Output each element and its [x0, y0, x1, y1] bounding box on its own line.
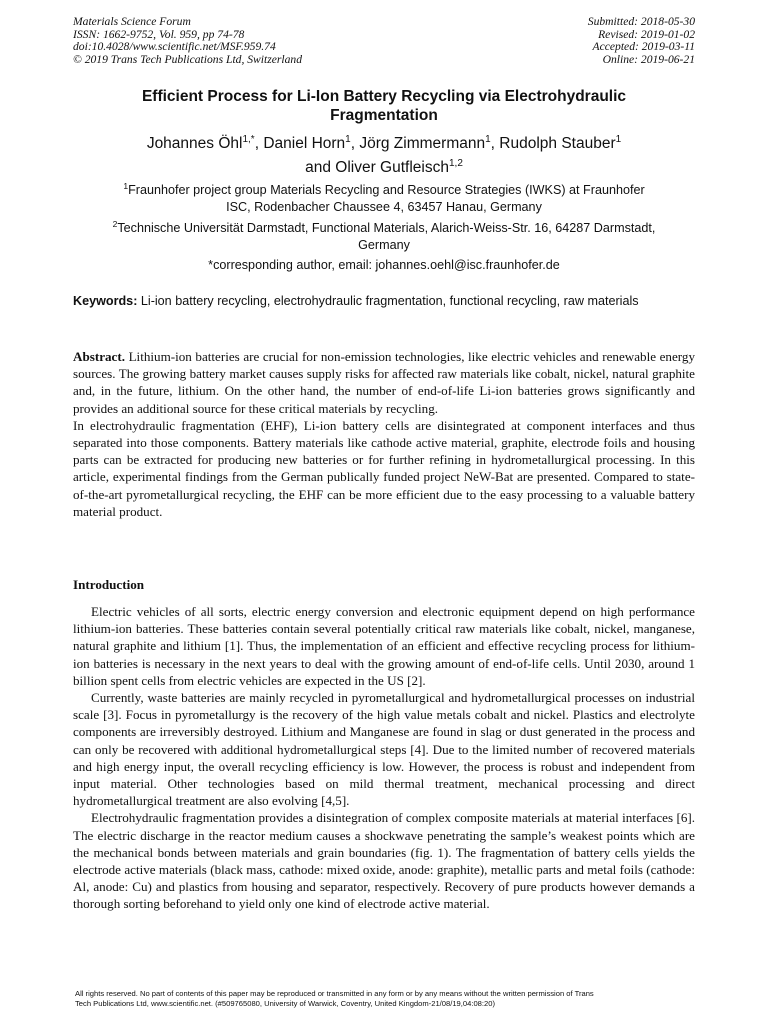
section-heading: Introduction [73, 577, 145, 592]
keywords [73, 293, 695, 310]
doi: doi:10.4028/www.scientific.net/MSF.959.74 [73, 40, 276, 54]
author-affil-mark: 1 [615, 134, 622, 145]
abstract-paragraph: Lithium-ion batteries are crucial for non-emission technologies, like electric vehicles and renewable energy sources. The growing battery market causes supply risks for affected raw materials like cobalt, nickel, natural graphite and, in the future, lithium. On the other hand, the number of end-of-life Li-ion batteries grows significantly and provides an additional source for these critical materials by recycling. [73, 349, 695, 416]
title-line-2: Fragmentation [330, 107, 438, 124]
copyright: © 2019 Trans Tech Publications Ltd, Switzerland [73, 52, 303, 66]
online-date: Online: 2019-06-21 [602, 52, 695, 66]
author-list [72, 130, 696, 178]
journal-header [73, 16, 695, 66]
abstract [73, 348, 695, 520]
affil-text: Fraunhofer project group Materials Recycling and Resource Strategies (IWKS) at Fraunhofer [128, 183, 645, 198]
author-name: Johannes Öhl [146, 135, 243, 153]
keywords-text: Li-ion battery recycling, electrohydraulic fragmentation, functional recycling, raw materials [137, 294, 639, 308]
footer-line: Tech Publications Ltd, www.scientific.net. (#509765080, University of Warwick, Coventry, United Kingdom-21/08/19,04:08:20) [75, 998, 495, 1008]
author-name: , Jörg Zimmermann [350, 135, 486, 153]
affiliation-1 [90, 178, 678, 216]
affil-text: Technische Universität Darmstadt, Functional Materials, Alarich-Weiss-Str. 16, 64287 Darmstadt, [117, 221, 656, 236]
submitted-date: Submitted: 2018-05-30 [587, 15, 695, 28]
affil-number: 2 [112, 219, 118, 229]
abstract-label: Abstract. [73, 349, 125, 364]
paper-title [72, 87, 696, 125]
keywords-label: Keywords: [73, 294, 138, 308]
journal-name: Materials Science Forum [73, 15, 191, 28]
copyright-footer [75, 989, 695, 1008]
author-name: , Daniel Horn [254, 135, 346, 153]
body-paragraph: Electric vehicles of all sorts, electric energy conversion and electronic equipment depend on high performance lithium-ion batteries. These batteries contain several potentially critical raw materials like cobalt, nickel, manganese, natural graphite and lithium [1]. Thus, the implementation of an efficient and effective recycling process for lithium-ion batteries is necessary in the next years to deal with the growing amount of end-of-life cells. Until 2030, around 1 billion spent cells from electric vehicles are expected in the US [2]. [73, 604, 695, 688]
abstract-paragraph: In electrohydraulic fragmentation (EHF), Li-ion battery cells are disintegrated at component interfaces and thus separated into those components. Battery materials like cathode active material, graphite, electrode foils and housing parts can be extracted for producing new batteries or for further refining in hydrometallurgical processing. In this article, experimental findings from the German publically funded project NeW-Bat are presented. Compared to state-of-the-art pyrometallurgical recycling, the EHF can be more efficient due to the easy processing to a valuable battery material product. [73, 417, 695, 519]
title-line-1: Efficient Process for Li-Ion Battery Recycling via Electrohydraulic [141, 88, 627, 105]
author-affil-mark: 1,* [242, 134, 255, 145]
author-affil-mark: 1,2 [448, 158, 463, 170]
accepted-date: Accepted: 2019-03-11 [592, 40, 695, 54]
author-affil-mark: 1 [345, 134, 351, 145]
author-name: and Oliver Gutfleisch [305, 159, 449, 177]
affiliation-2 [90, 216, 678, 254]
author-affil-mark: 1 [485, 134, 491, 145]
body-paragraph: Electrohydraulic fragmentation provides a disintegration of complex composite materials at material interfaces [6]. The electric discharge in the reactor medium causes a shockwave penetrating the sample’s weakest points which are the mechanical bonds between materials and grain boundaries (fig. 1). The fragmentation of battery cells yields the electrode active materials (black mass, cathode: mixed oxide, anode: graphite), metallic parts and metal foils (cathode: Al, anode: Cu) and plastics from housing and separator, respectively. Recovery of pure products however demands a thorough sorting beforehand to yield only one kind of electrode active material. [73, 810, 695, 912]
affil-text: Germany [358, 238, 410, 253]
introduction-section [73, 603, 695, 913]
footer-line: All rights reserved. No part of contents of this paper may be reproduced or transmitted in any form or by any means without the written permission of Trans [75, 989, 594, 998]
corresponding-author: *corresponding author, email: johannes.oehl@isc.fraunhofer.de [208, 258, 560, 272]
body-paragraph: Currently, waste batteries are mainly recycled in pyrometallurgical and hydrometallurgical processes on industrial scale [3]. Focus in pyrometallurgy is the recovery of the high value metals cobalt and nickel. Plastics and electrolyte components are irreversibly destroyed. Lithium and Manganese are found in slag or dust generated in the process and can only be recovered with additional hydrometallurgical steps [4]. Due to the limited number of recovered materials and high energy input, the overall recycling efficiency is low. However, the process is robust and independent from input material. Other technologies based on mild thermal treatment, mechanical processing and direct hydrometallurgical treatment are also evolving [4,5]. [73, 690, 695, 809]
affil-number: 1 [123, 181, 129, 191]
author-name: , Rudolph Stauber [490, 135, 616, 153]
affil-text: ISC, Rodenbacher Chaussee 4, 63457 Hanau, Germany [226, 200, 542, 215]
issn: ISSN: 1662-9752, Vol. 959, pp 74-78 [73, 27, 245, 41]
revised-date: Revised: 2019-01-02 [598, 27, 695, 41]
